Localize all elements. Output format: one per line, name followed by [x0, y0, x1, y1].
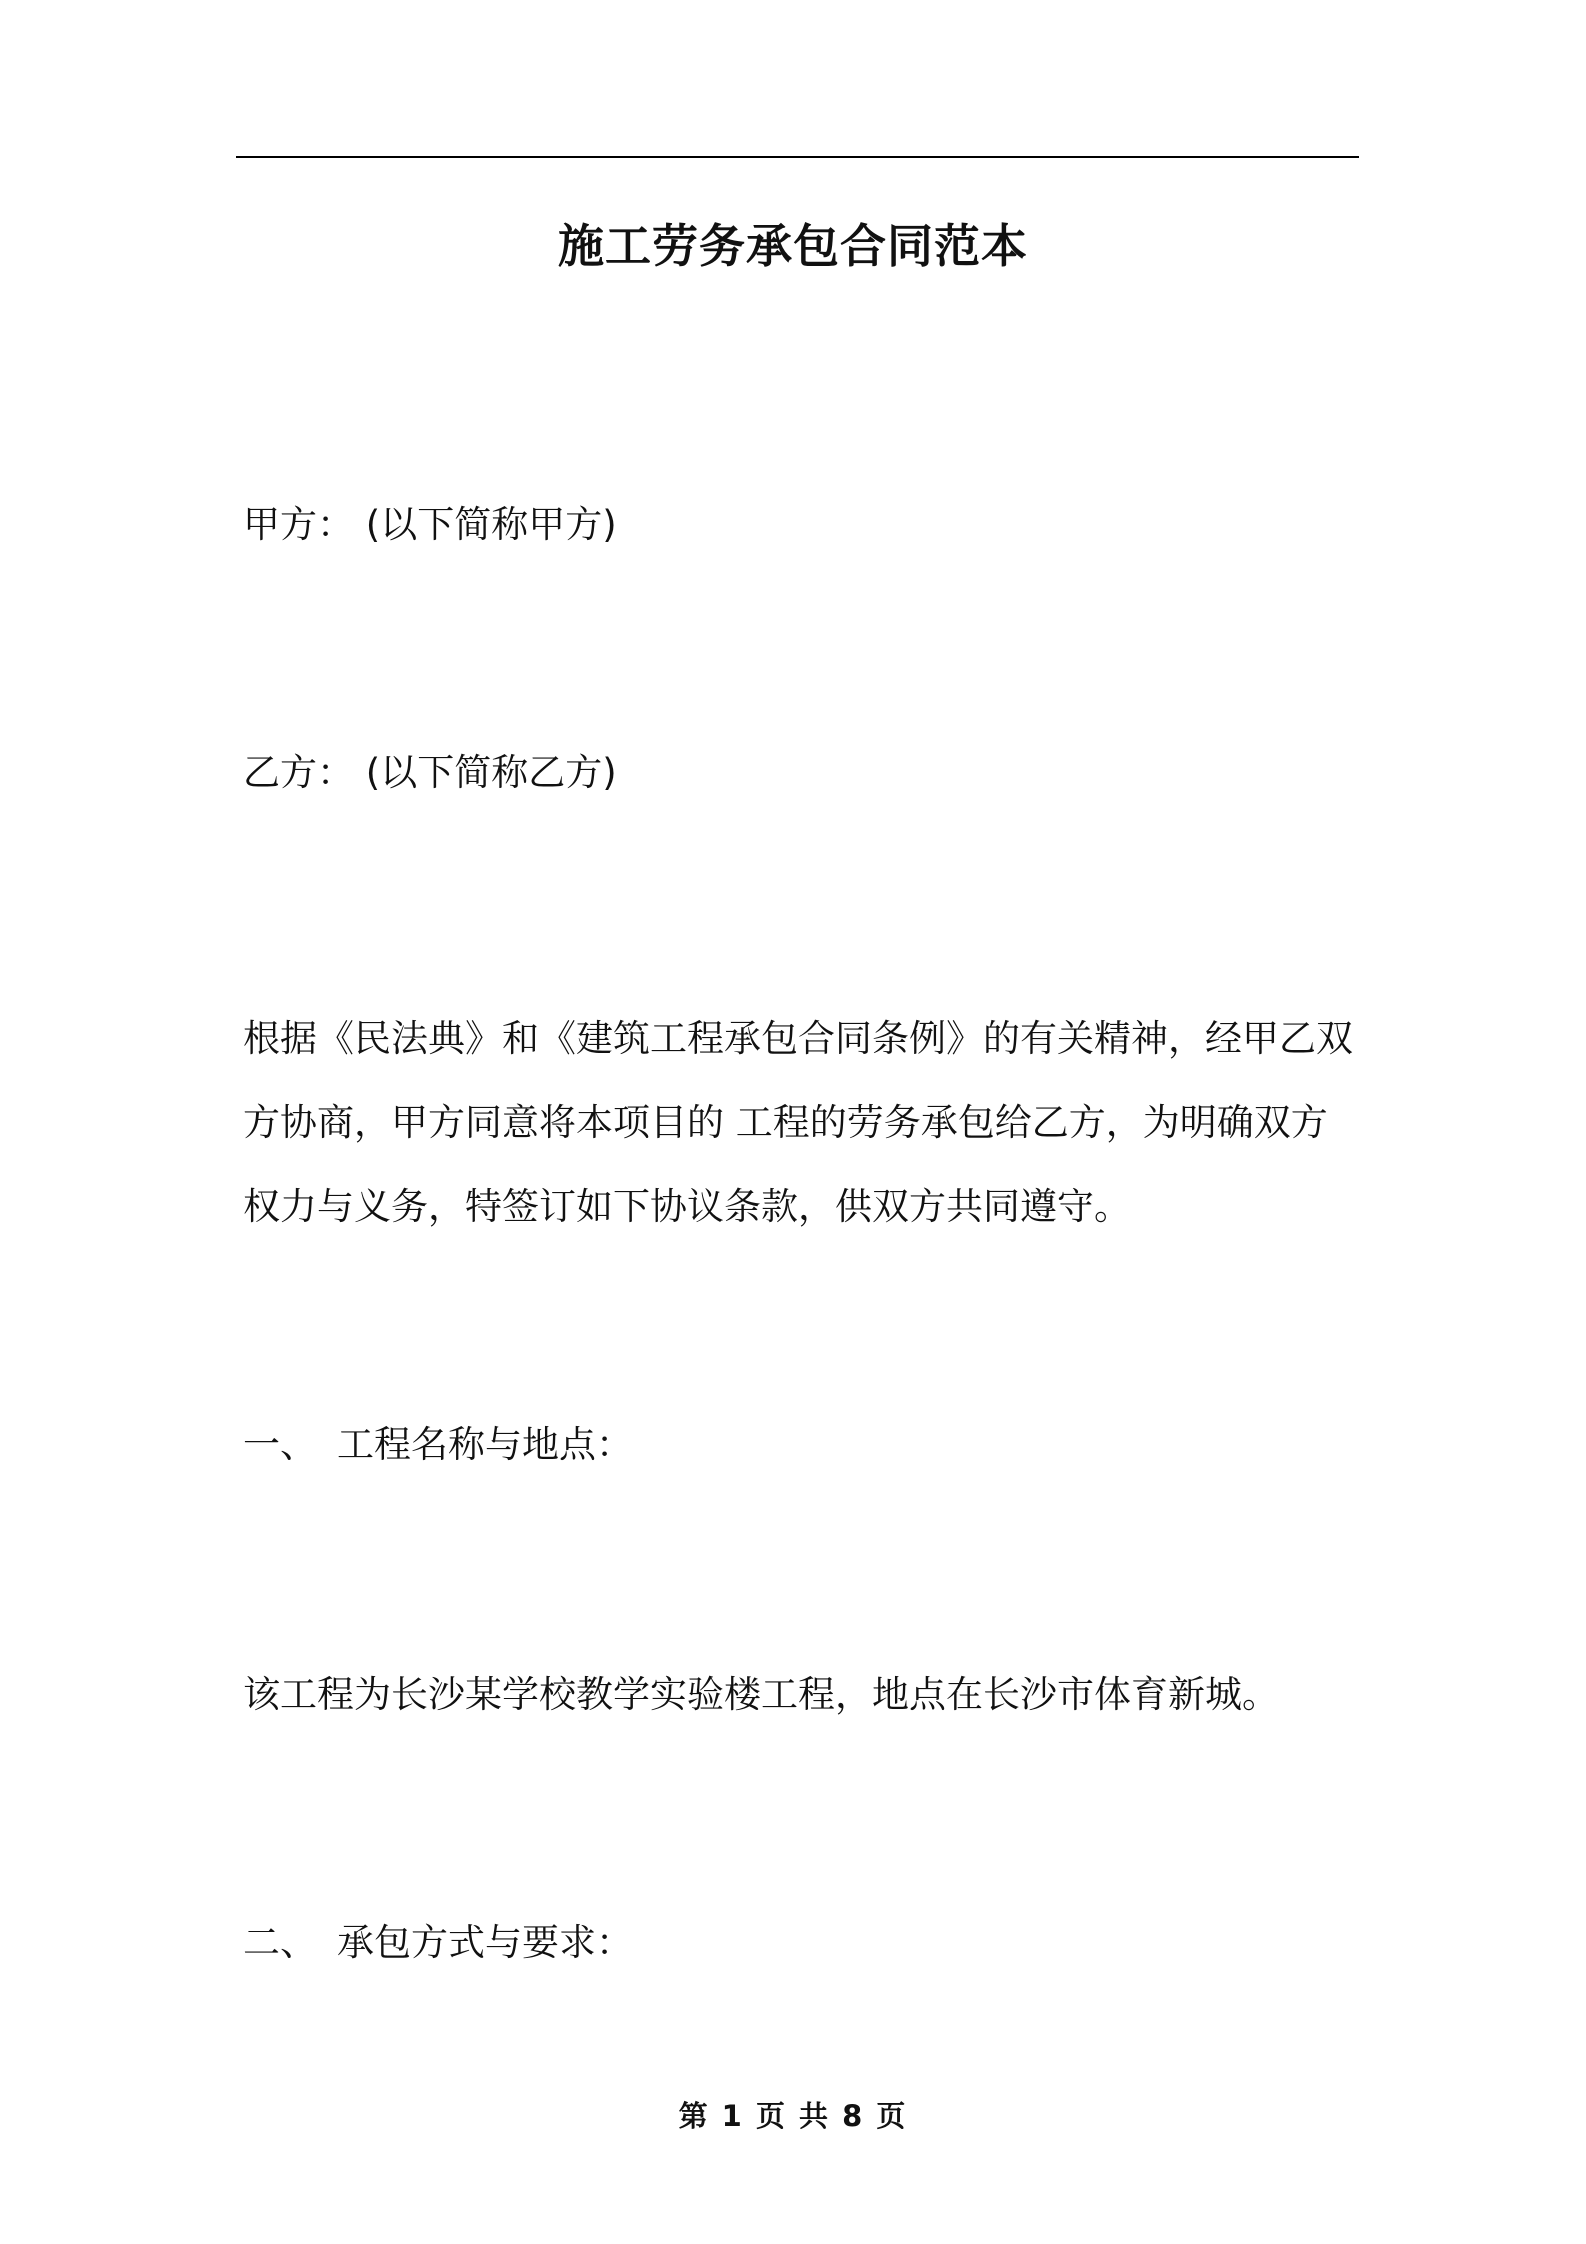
- intro-line-2: 方协商，甲方同意将本项目的 工程的劳务承包给乙方，为明确双方: [243, 1101, 1328, 1144]
- header-rule: [236, 156, 1359, 158]
- section-1-number: 一、: [243, 1423, 317, 1466]
- section-2-number: 二、: [243, 1921, 317, 1964]
- party-a-line: 甲方： (以下简称甲方): [243, 503, 617, 546]
- intro-line-3: 权力与义务，特签订如下协议条款，供双方共同遵守。: [243, 1185, 1131, 1228]
- document-title: 施工劳务承包合同范本: [558, 219, 1028, 273]
- section-1-heading: [243, 1420, 633, 1470]
- section-2-heading: [243, 1918, 633, 1968]
- party-b-line: 乙方： (以下简称乙方): [243, 751, 617, 794]
- section-1-title: 工程名称与地点：: [337, 1423, 633, 1466]
- intro-line-1: 根据《民法典》和《建筑工程承包合同条例》的有关精神，经甲乙双: [243, 1017, 1353, 1060]
- section-2-title: 承包方式与要求：: [337, 1921, 633, 1964]
- intro-paragraph: [243, 997, 1359, 1249]
- section-1-text: 该工程为长沙某学校教学实验楼工程，地点在长沙市体育新城。: [243, 1673, 1279, 1716]
- page-footer: 第 1 页 共 8 页: [678, 2099, 908, 2133]
